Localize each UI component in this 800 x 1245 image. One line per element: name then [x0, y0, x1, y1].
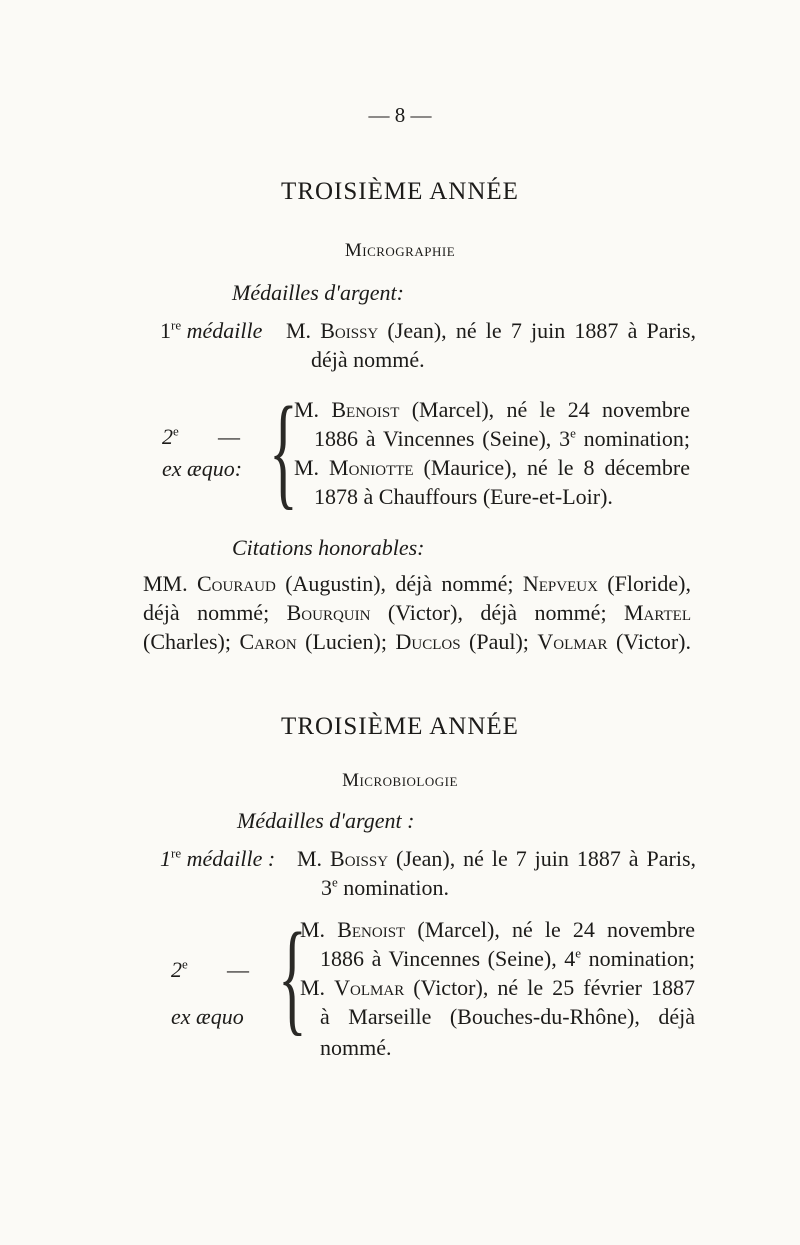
section-subject: Microbiologie	[342, 770, 458, 791]
first-medal-text-cont: déjà nommé.	[311, 347, 425, 372]
section-title: TROISIÈME ANNÉE	[281, 713, 519, 740]
brace-icon: {	[269, 381, 298, 521]
second-medal-line-1: M. Benoist (Marcel), né le 24 novembre	[300, 917, 696, 942]
section-title: TROISIÈME ANNÉE	[281, 178, 519, 205]
medals-heading: Médailles d'argent :	[237, 808, 415, 833]
second-medal-dash: —	[218, 424, 240, 449]
medals-heading: Médailles d'argent:	[232, 280, 404, 305]
second-medal-line-2: 1886 à Vincennes (Seine), 3e nomination;	[314, 425, 690, 451]
citations-heading: Citations honorables:	[232, 535, 425, 560]
section-subject: Micrographie	[344, 240, 456, 261]
first-medal-text: M. Boissy (Jean), né le 7 juin 1887 à Paris,	[286, 318, 697, 343]
citations-line-3: (Charles); Caron (Lucien); Duclos (Paul); Volmar (Victor).	[143, 629, 691, 654]
first-medal-label: 1re médaille :	[160, 845, 276, 871]
second-medal-line-3: M. Volmar (Victor), né le 25 février 1887	[300, 975, 696, 1000]
second-medal-line-1: M. Benoist (Marcel), né le 24 novembre	[294, 397, 690, 422]
second-medal-line-4: à Marseille (Bouches-du-Rhône), déjà	[320, 1004, 695, 1029]
second-medal-line-4: 1878 à Chauffours (Eure-et-Loir).	[314, 484, 613, 509]
first-medal-text-cont: 3e nomination.	[321, 874, 449, 900]
second-medal-line-5: nommé.	[320, 1035, 392, 1060]
page-number: — 8 —	[368, 103, 432, 127]
second-medal-dash: —	[227, 957, 249, 982]
brace-icon: {	[278, 907, 307, 1047]
first-medal-text: M. Boissy (Jean), né le 7 juin 1887 à Paris,	[297, 846, 697, 871]
citations-line-2: déjà nommé; Bourquin (Victor), déjà nommé; Martel	[143, 600, 691, 625]
second-medal-line-3: M. Moniotte (Maurice), né le 8 décembre	[294, 455, 690, 480]
second-medal-line-2: 1886 à Vincennes (Seine), 4e nomination;	[320, 945, 695, 971]
ex-aequo-label: ex æquo	[171, 1004, 244, 1029]
first-medal-label: 1re médaille	[160, 317, 263, 343]
second-medal-num: 2e	[162, 423, 179, 449]
second-medal-num: 2e	[171, 956, 188, 982]
ex-aequo-label: ex æquo:	[162, 456, 243, 481]
citations-line-1: MM. Couraud (Augustin), déjà nommé; Nepveux (Floride),	[143, 571, 692, 596]
